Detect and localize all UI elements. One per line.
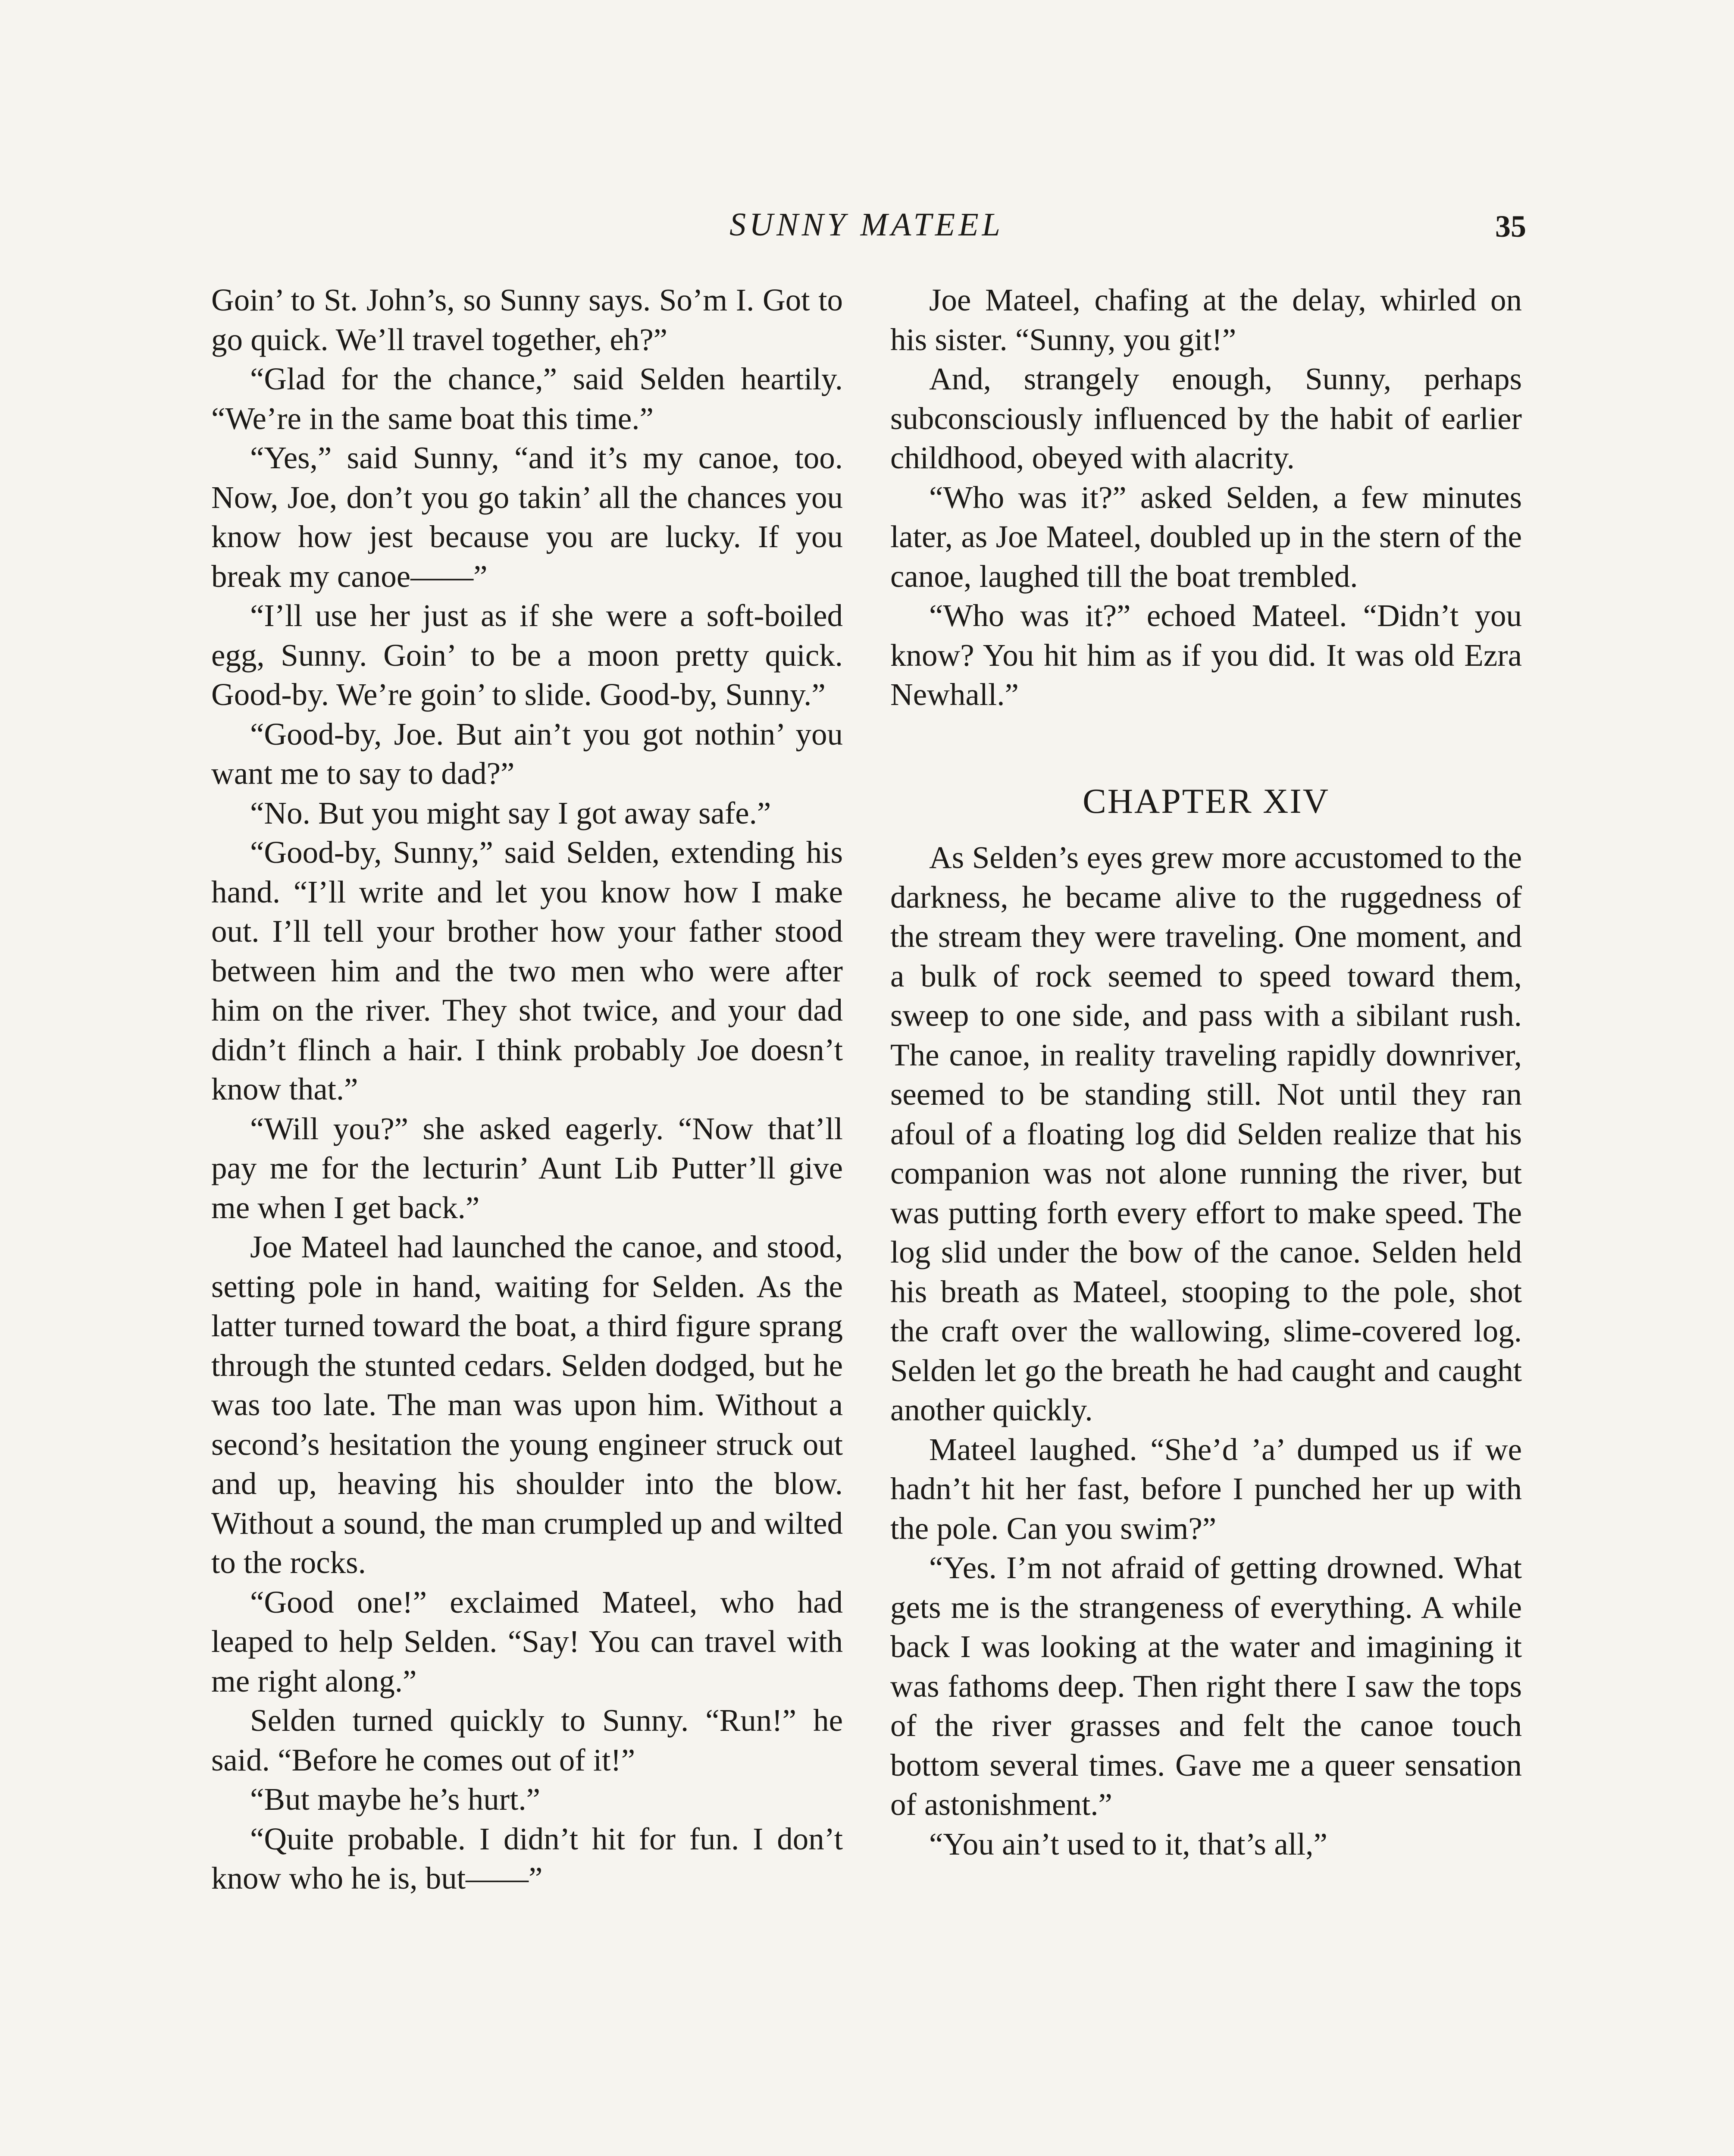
paragraph: “Will you?” she asked eagerly. “Now that’ll pay me for the lecturin’ Aunt Lib Putter’ll give me when I get back.” [211,1111,843,1225]
paragraph: “Good-by, Joe. But ain’t you got nothin’ you want me to say to dad?” [211,716,843,791]
right-column [890,280,1522,1864]
paragraph: “I’ll use her just as if she were a soft-boiled egg, Sunny. Goin’ to be a moon pretty quick. Good-by. We’re goin’ to slide. Good-by, Sunny.” [211,598,843,712]
paragraph: “Yes. I’m not afraid of getting drowned. What gets me is the strangeness of everything. A while back I was looking at the water and imagining it was fathoms deep. Then right there I saw the tops of the river grasses and felt the canoe touch bottom several times. Gave me a queer sensation of astonishment.” [890,1550,1522,1822]
paragraph: Goin’ to St. John’s, so Sunny says. So’m I. Got to go quick. We’ll travel together, eh?” [211,282,843,357]
paragraph: Selden turned quickly to Sunny. “Run!” he said. “Before he comes out of it!” [211,1703,843,1777]
paragraph: Mateel laughed. “She’d ’a’ dumped us if we hadn’t hit her fast, before I punched her up with the pole. Can you swim?” [890,1432,1522,1546]
running-title: SUNNY MATEEL [729,207,1004,243]
page-number: 35 [1495,209,1526,244]
paragraph: Joe Mateel had launched the canoe, and stood, setting pole in hand, waiting for Selden. As the latter turned toward the boat, a third figure sprang through the stunted cedars. Selden dodged, but he was too late. The man was upon him. Without a second’s hesitation the young engineer struck out and up, heaving his shoulder into the blow. Without a sound, the man crumpled up and wilted to the rocks. [211,1229,843,1580]
paragraph: “Good-by, Sunny,” said Selden, extending his hand. “I’ll write and let you know how I make out. I’ll tell your brother how your father stood between him and the two men who were after him on the river. They shot twice, and your dad didn’t flinch a hair. I think probably Joe doesn’t know that.” [211,835,843,1106]
paragraph: “No. But you might say I got away safe.” [250,795,771,830]
paragraph: “Glad for the chance,” said Selden heartily. “We’re in the same boat this time.” [211,361,843,436]
paragraph: “Quite probable. I didn’t hit for fun. I don’t know who he is, but——” [211,1821,843,1896]
paragraph: “Who was it?” asked Selden, a few minutes later, as Joe Mateel, doubled up in the stern of the canoe, laughed till the boat trembled. [890,479,1522,594]
paragraph: And, strangely enough, Sunny, perhaps subconsciously influenced by the habit of earlier childhood, obeyed with alacrity. [890,361,1522,475]
paragraph: “But maybe he’s hurt.” [250,1782,541,1817]
paragraph: Joe Mateel, chafing at the delay, whirled on his sister. “Sunny, you git!” [890,282,1522,357]
paragraph: “Yes,” said Sunny, “and it’s my canoe, too. Now, Joe, don’t you go takin’ all the chances you know how jest because you are lucky. If you break my canoe——” [211,440,843,594]
paragraph: “You ain’t used to it, that’s all,” [929,1826,1327,1861]
paragraph: “Who was it?” echoed Mateel. “Didn’t you know? You hit him as if you did. It was old Ezra Newhall.” [890,598,1522,712]
paragraph: As Selden’s eyes grew more accustomed to the darkness, he became alive to the ruggedness of the stream they were traveling. One moment, and a bulk of rock seemed to speed toward them, sweep to one side, and pass with a sibilant rush. The canoe, in reality traveling rapidly downriver, seemed to be standing still. Not until they ran afoul of a floating log did Selden realize that his companion was not alone running the river, but was putting forth every effort to make speed. The log slid under the bow of the canoe. Selden held his breath as Mateel, stooping to the pole, shot the craft over the wallowing, slime-covered log. Selden let go the breath he had caught and caught another quickly. [890,840,1522,1427]
paragraph: “Good one!” exclaimed Mateel, who had leaped to help Selden. “Say! You can travel with me right along.” [211,1584,843,1698]
running-head [207,203,1526,254]
chapter-heading: CHAPTER XIV [1083,781,1330,821]
left-column [211,280,843,1898]
